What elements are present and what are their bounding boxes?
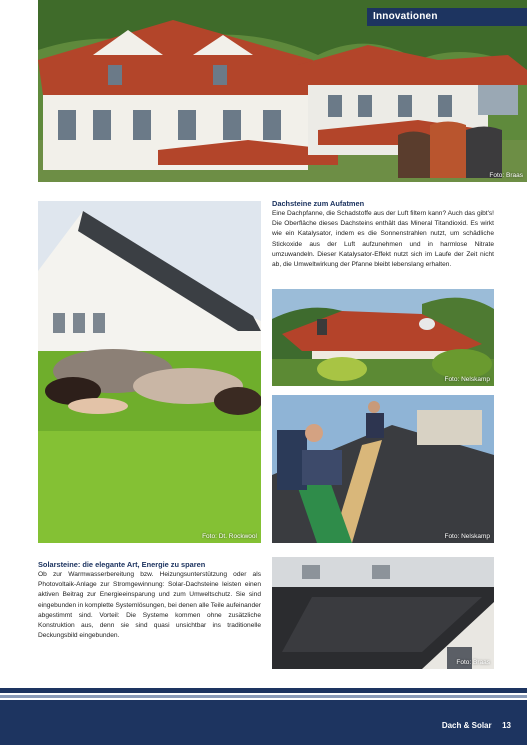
footer-label xyxy=(442,721,511,730)
article-1-body: Eine Dachpfanne, die Schadstoffe aus der Luft filtern kann? Auch das gibt's! Die Oberfläche dieses Dachsteins enthält das Mineral Titandioxid. Es wirkt wie ein Katalysator, indem es die Sonnenstrahlen nutzt, um schädliche Stickoxide aus der Luft aufzunehmen und in harmlose Nitrate umzuwandeln. Dieser Katalysator-Effekt nutzt sich im Laufe der Zeit nicht ab, die Umweltwirkung der Pfanne bleibt lebenslang erhalten. xyxy=(272,210,494,269)
houses-photo xyxy=(38,0,527,182)
photo-credit: Foto: Braas xyxy=(456,659,490,666)
page-number: 13 xyxy=(502,721,511,730)
footer-title: Dach & Solar xyxy=(441,721,492,730)
red-roof-house-photo xyxy=(272,289,494,386)
footer-stripe xyxy=(0,688,527,693)
article-2-heading: Solarsteine: die elegante Art, Energie zu sparen xyxy=(38,560,206,569)
section-tag xyxy=(367,8,527,26)
article-2-body: Ob zur Warmwasserbereitung bzw. Heizungsunterstützung oder als Photovoltaik-Anlage zur Stromgewinnung: Solar-Dachsteine leisten einen aktiven Beitrag zur Energieeinsparung und zum Umweltschutz. Sie sind eingebunden in komplette Systemlösungen, bei denen alle Teile aufeinander abgestimmt sind. Vorteil: Die Systeme kommen ohne zusätzliche Konstruktion aus, denn sie sind quasi unsichtbar ins traditionelle Deckungsbild eingebunden. xyxy=(38,571,261,640)
photo-credit: Foto: Braas xyxy=(489,172,523,179)
roofers-photo xyxy=(272,395,494,543)
article-1-heading: Dachsteine zum Aufatmen xyxy=(272,199,365,208)
photo-credit: Foto: Nelskamp xyxy=(444,376,490,383)
couple-lawn-photo xyxy=(38,201,261,543)
solar-roof-photo xyxy=(272,557,494,669)
section-tag-label: Innovationen xyxy=(373,11,438,22)
footer-stripe-light xyxy=(0,695,527,698)
photo-credit: Foto: Nelskamp xyxy=(444,533,490,540)
photo-credit: Foto: Dt. Rockwool xyxy=(202,533,257,540)
